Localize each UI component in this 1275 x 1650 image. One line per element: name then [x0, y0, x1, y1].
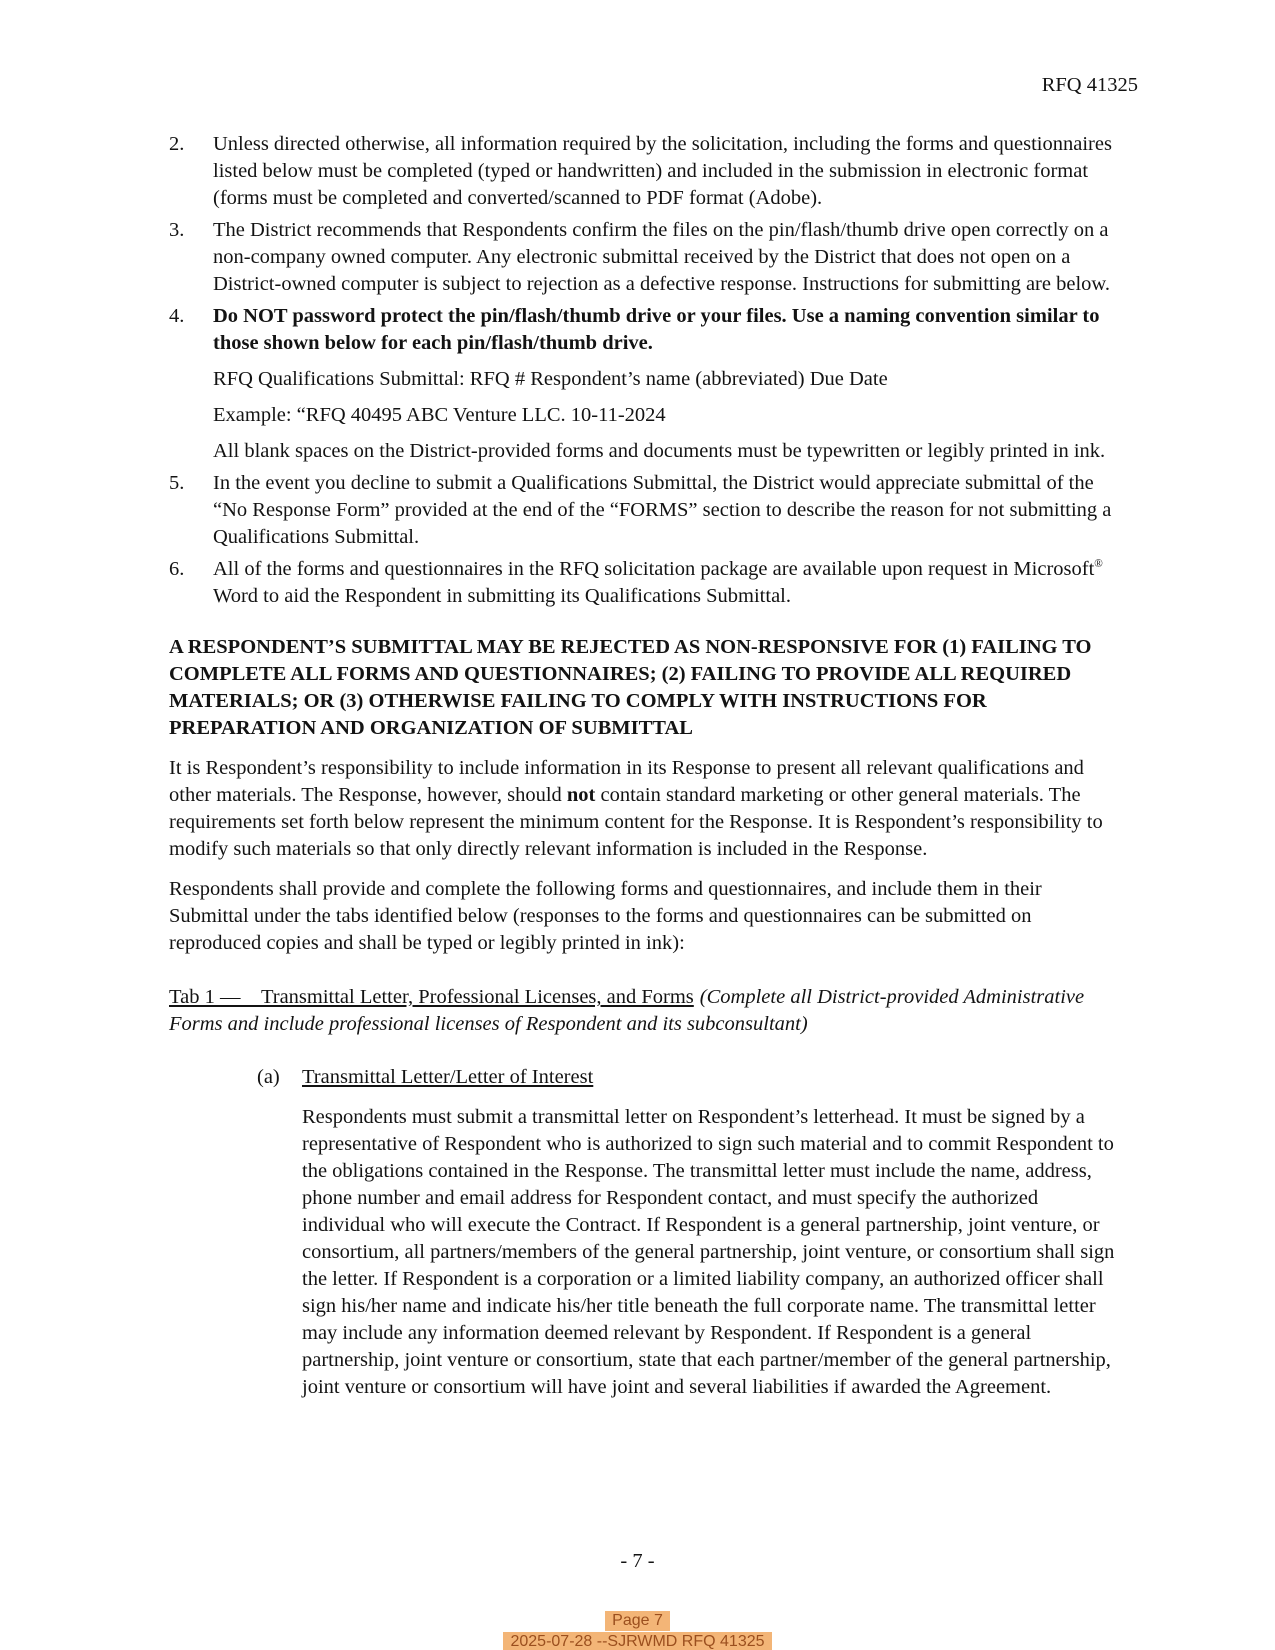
- document-body: [169, 131, 1118, 1401]
- tab1-parenthetical: (Complete all District-provided Administrative Forms and include professional licenses of Respondent and its subconsultant): [169, 986, 1085, 1035]
- tab1-title: Tab 1 — Transmittal Letter, Professional Licenses, and Forms: [169, 986, 694, 1008]
- section-a-title: Transmittal Letter/Letter of Interest: [302, 1066, 594, 1088]
- registered-trademark-symbol: ®: [1094, 558, 1103, 571]
- responsibility-text-1: It is Respondent’s responsibility to include information in its Response to present all relevant qualifications and other materials. The Response, however, should: [169, 757, 1084, 806]
- list-item-6: [169, 556, 1118, 610]
- header-doc-ref: RFQ 41325: [1041, 74, 1138, 96]
- list-item-number: 4.: [169, 305, 185, 327]
- responsibility-text-2: contain standard marketing or other general materials. The requirements set forth below represent the minimum content for the Response. It is Respondent’s responsibility to modify such materials so that only directly relevant information is included in the Response.: [169, 784, 1103, 860]
- responsibility-paragraph: [169, 755, 1118, 863]
- list-item-text: [213, 556, 1118, 610]
- list-item-3: [169, 217, 1118, 298]
- list-item-number: 5.: [169, 472, 185, 494]
- responsibility-bold-not: not: [566, 784, 596, 806]
- page-number: - 7 -: [620, 1550, 655, 1572]
- footer-stamp-line-2: [0, 1632, 1275, 1650]
- footer-stamp-line-1: [0, 1611, 1275, 1631]
- tab1-heading: [169, 984, 1118, 1038]
- list-item-text: The District recommends that Respondents confirm the files on the pin/flash/thumb drive open correctly on a non-company owned computer. Any electronic submittal received by the District that does not open on a District-owned computer is subject to rejection as a defective response. Instructions for submitting are below.: [213, 219, 1110, 295]
- naming-convention-example: Example: “RFQ 40495 ABC Venture LLC. 10-11-2024: [213, 404, 666, 426]
- list-item-number: 2.: [169, 133, 185, 155]
- section-a-heading: [169, 1064, 1118, 1091]
- text-after-registered-mark: Word to aid the Respondent in submitting its Qualifications Submittal.: [213, 585, 791, 607]
- list-item-2: [169, 131, 1118, 212]
- footer-stamp-page-label: Page 7: [605, 1611, 670, 1631]
- footer-stamp-date-ref: 2025-07-28 --SJRWMD RFQ 41325: [503, 1632, 771, 1650]
- text-before-registered-mark: All of the forms and questionnaires in the RFQ solicitation package are available upon request in Microsoft: [213, 558, 1095, 580]
- section-a-label: (a): [257, 1066, 280, 1088]
- blank-spaces-note: All blank spaces on the District-provided forms and documents must be typewritten or legibly printed in ink.: [213, 440, 1106, 462]
- forms-instructions-paragraph: Respondents shall provide and complete the following forms and questionnaires, and include them in their Submittal under the tabs identified below (responses to the forms and questionnaires can be submitted on reproduced copies and shall be typed or legibly printed in ink):: [169, 878, 1042, 954]
- list-item-5: [169, 470, 1118, 551]
- naming-convention-format: RFQ Qualifications Submittal: RFQ # Respondent’s name (abbreviated) Due Date: [213, 368, 888, 390]
- list-item-text: In the event you decline to submit a Qualifications Submittal, the District would appreciate submittal of the “No Response Form” provided at the end of the “FORMS” section to describe the reason for not submitting a Qualifications Submittal.: [213, 472, 1112, 548]
- rejection-notice-heading: A RESPONDENT’S SUBMITTAL MAY BE REJECTED AS NON-RESPONSIVE FOR (1) FAILING TO COMPLETE ALL FORMS AND QUESTIONNAIRES; (2) FAILING TO PROVIDE ALL REQUIRED MATERIALS; OR (3) OTHERWISE FAILING TO COMPLY WITH INSTRUCTIONS FOR PREPARATION AND ORGANIZATION OF SUBMITTAL: [169, 636, 1092, 739]
- list-item-number: 6.: [169, 558, 185, 580]
- list-item-4: [169, 303, 1118, 465]
- list-item-number: 3.: [169, 219, 185, 241]
- section-a-body: Respondents must submit a transmittal letter on Respondent’s letterhead. It must be signed by a representative of Respondent who is authorized to sign such material and to commit Respondent to the obligations contained in the Response. The transmittal letter must include the name, address, phone number and email address for Respondent contact, and must specify the authorized individual who will execute the Contract. If Respondent is a general partnership, joint venture, or consortium, all partners/members of the general partnership, joint venture, or consortium shall sign the letter. If Respondent is a corporation or a limited liability company, an authorized officer shall sign his/her name and indicate his/her title beneath the full corporate name. The transmittal letter may include any information deemed relevant by Respondent. If Respondent is a general partnership, joint venture or consortium, state that each partner/member of the general partnership, joint venture or consortium will have joint and several liabilities if awarded the Agreement.: [302, 1106, 1115, 1398]
- list-item-text: Unless directed otherwise, all information required by the solicitation, including the forms and questionnaires listed below must be completed (typed or handwritten) and included in the submission in electronic format (forms must be completed and converted/scanned to PDF format (Adobe).: [213, 133, 1112, 209]
- list-item-bold-text: Do NOT password protect the pin/flash/thumb drive or your files. Use a naming convention similar to those shown below for each pin/flash/thumb drive.: [213, 305, 1100, 354]
